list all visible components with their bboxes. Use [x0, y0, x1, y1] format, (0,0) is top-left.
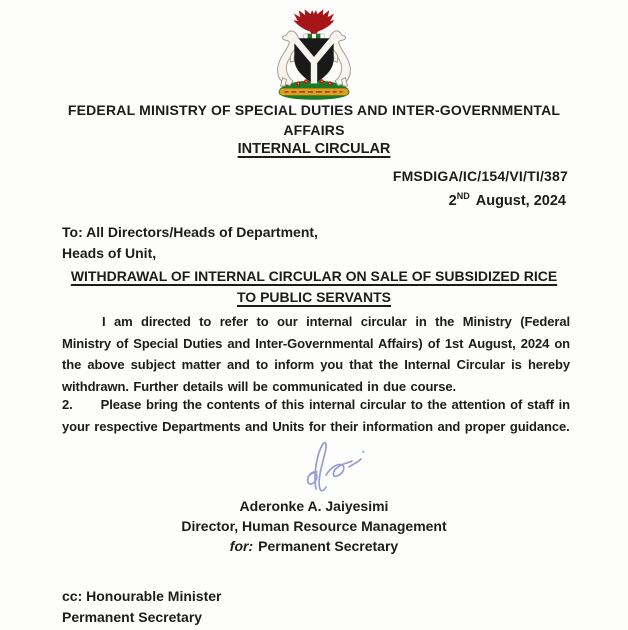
document-type-heading	[0, 141, 628, 157]
signatory-for-line	[0, 536, 628, 556]
for-title: Permanent Secretary	[258, 538, 399, 554]
crest-motto-band	[280, 88, 349, 95]
addressee-line2: Heads of Unit,	[62, 245, 157, 261]
paragraph-number: 2.	[62, 397, 73, 412]
handwritten-signature	[283, 437, 373, 500]
reference-number: FMSDIGA/IC/154/VI/TI/387	[392, 168, 568, 184]
ministry-title	[0, 100, 628, 140]
subject-line2: TO PUBLIC SERVANTS	[236, 289, 392, 305]
addressee-block	[62, 222, 318, 264]
date-day: 2	[448, 193, 457, 209]
cc-line1: cc: Honourable Minister	[62, 588, 222, 604]
signatory-block	[0, 496, 628, 556]
date-month-year: August, 2024	[475, 193, 566, 209]
signatory-title: Director, Human Resource Management	[181, 518, 447, 534]
document-type-label: INTERNAL CIRCULAR	[237, 141, 391, 157]
paragraph-2-text: Please bring the contents of this internal circular to the attention of staff in your respective Departments and Units for their information and proper guidance.	[62, 397, 570, 434]
signatory-name: Aderonke A. Jaiyesimi	[239, 498, 389, 514]
crest-eagle	[293, 9, 334, 38]
ministry-title-line1: FEDERAL MINISTRY OF SPECIAL DUTIES AND INTER-GOVERNMENTAL	[67, 102, 561, 118]
body-paragraph-1: I am directed to refer to our internal circular in the Ministry (Federal Ministry of Special Duties and Inter-Governmental Affairs) of 1st August, 2024 on the above subject matter and to inform you that the Internal Circular is hereby withdrawn. Further details will be communicated in due course.	[62, 314, 570, 394]
nigeria-coat-of-arms-icon	[255, 7, 373, 106]
document-date	[449, 193, 566, 209]
date-ordinal: ND	[456, 191, 470, 202]
body-paragraph-2	[62, 394, 570, 437]
for-label: for:	[229, 538, 254, 554]
subject-line1: WITHDRAWAL OF INTERNAL CIRCULAR ON SALE OF SUBSIDIZED RICE	[70, 268, 558, 284]
signature-strokes	[308, 443, 364, 491]
cc-line2: Permanent Secretary	[62, 609, 203, 625]
cc-block	[62, 586, 221, 628]
ministry-title-line2: AFFAIRS	[283, 122, 345, 138]
addressee-line1: To: All Directors/Heads of Department,	[62, 224, 318, 240]
crest-torse	[303, 34, 325, 39]
subject-heading	[0, 266, 628, 308]
